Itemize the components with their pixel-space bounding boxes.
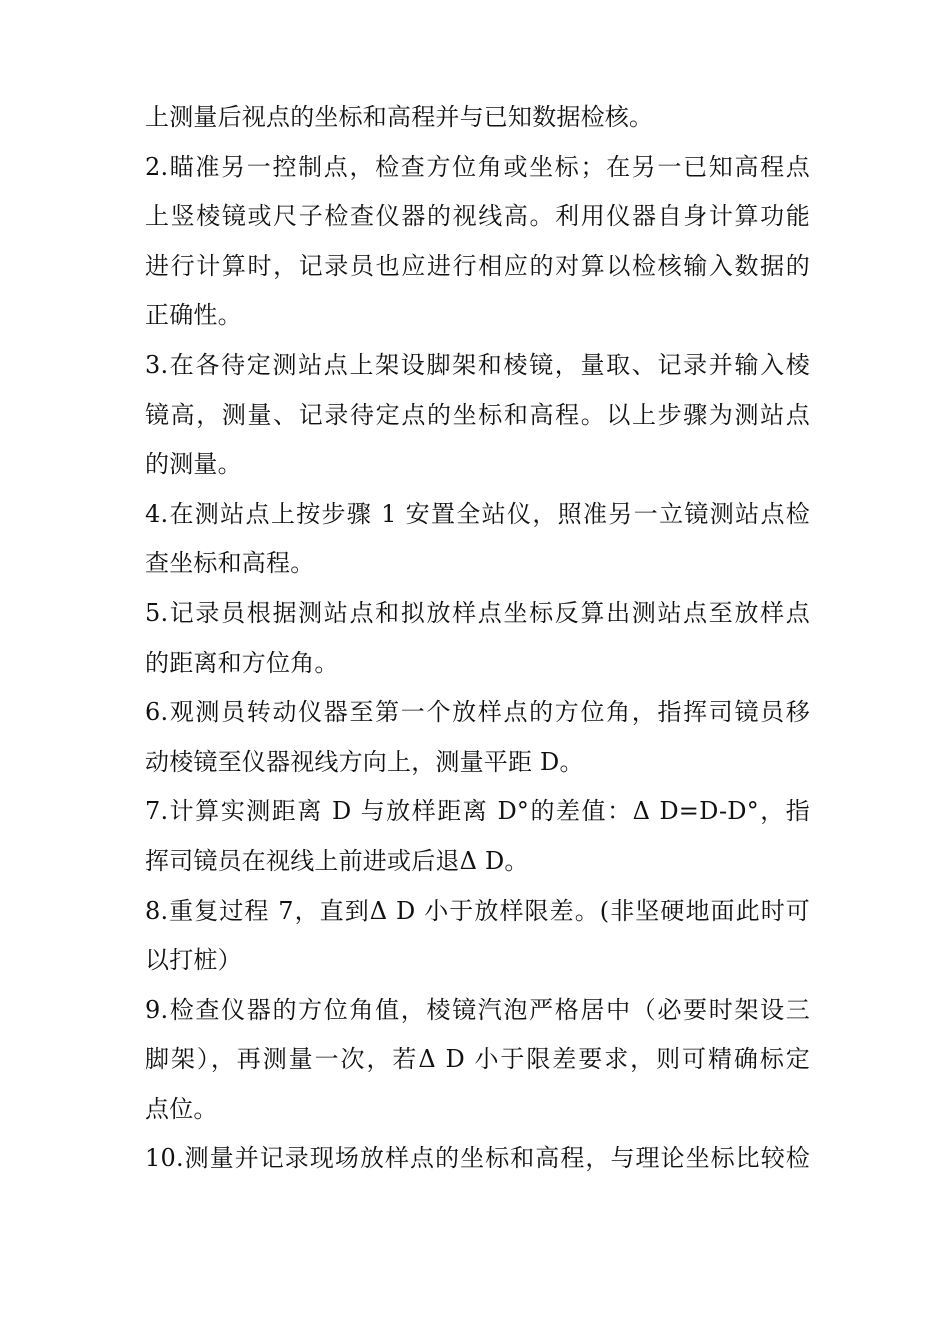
text-line-19: 9.检查仪器的方位角值，棱镜汽泡严格居中（必要时架设三 <box>145 995 810 1024</box>
text-line-6: 3.在各待定测站点上架设脚架和棱镜，量取、记录并输入棱 <box>145 350 810 379</box>
text-line-13: 6.观测员转动仪器至第一个放样点的方位角，指挥司镜员移 <box>145 698 810 727</box>
text-line-10: 查坐标和高程。 <box>145 549 315 578</box>
text-line-17: 8.重复过程 7，直到Δ D 小于放样限差。(非坚硬地面此时可 <box>145 896 810 925</box>
text-line-5: 正确性。 <box>145 301 242 330</box>
text-line-3: 上竖棱镜或尺子检查仪器的视线高。利用仪器自身计算功能 <box>145 202 810 231</box>
text-line-4: 进行计算时，记录员也应进行相应的对算以检核输入数据的 <box>145 251 810 280</box>
document-body <box>145 93 810 1184</box>
text-line-22: 10.测量并记录现场放样点的坐标和高程，与理论坐标比较检 <box>145 1144 810 1173</box>
text-line-16: 挥司镜员在视线上前进或后退Δ D。 <box>145 846 529 875</box>
text-line-21: 点位。 <box>145 1094 218 1123</box>
text-line-1: 上测量后视点的坐标和高程并与已知数据检核。 <box>145 103 654 131</box>
text-line-7: 镜高，测量、记录待定点的坐标和高程。以上步骤为测站点 <box>145 400 810 429</box>
text-line-8: 的测量。 <box>145 450 242 479</box>
text-line-15: 7.计算实测距离 D 与放样距离 D°的差值：Δ D=D-D°，指 <box>145 797 810 826</box>
text-line-18: 以打桩） <box>145 946 242 975</box>
text-line-2: 2.瞄准另一控制点，检查方位角或坐标；在另一已知高程点 <box>145 152 810 181</box>
text-line-12: 的距离和方位角。 <box>145 648 339 677</box>
text-line-14: 动棱镜至仪器视线方向上，测量平距 D。 <box>145 747 584 776</box>
text-line-20: 脚架），再测量一次，若Δ D 小于限差要求，则可精确标定 <box>145 1045 810 1074</box>
text-line-11: 5.记录员根据测站点和拟放样点坐标反算出测站点至放样点 <box>145 598 810 627</box>
text-line-9: 4.在测站点上按步骤 1 安置全站仪，照准另一立镜测站点检 <box>145 499 810 528</box>
